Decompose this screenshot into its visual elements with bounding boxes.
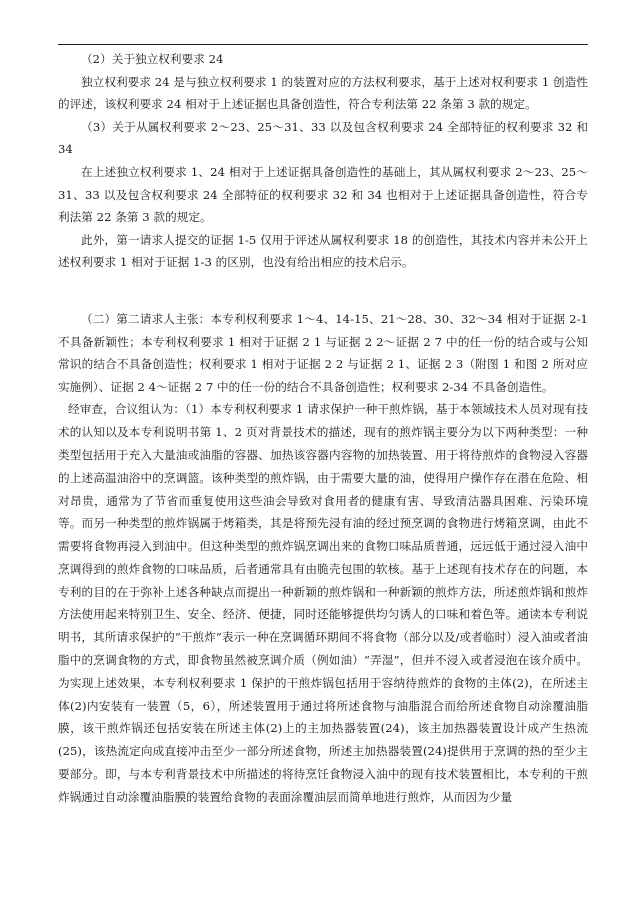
paragraph-examination: 经审查，合议组认为：（1）本专利权利要求 1 请求保护一种干煎炸锅，基于本领域技术人员对现有技术的认知以及本专利说明书第 1、2 页对背景技术的描述，现有的煎炸锅主要分为以下两种类型：一种类型包括用于充入大量油或油脂的容器、加热该容器内容物的加热装置、用于将待煎炸的食物浸入容器的上述高温油浴中的烹调篮。该种类型的煎炸锅，由于需要大量的油，使得用户操作存在潜在危险、相对昂贵，通常为了节省而重复使用这些油会导致对食用者的健康有害、导致清洁器具困难、污染环境等。而另一种类型的煎炸锅属于烤箱类，其是将预先浸有油的经过预烹调的食物进行烤箱烹调，由此不需要将食物再浸入到油中。但这种类型的煎炸锅烹调出来的食物口味品质普通，远远低于通过浸入油中烹调得到的煎炸食物的口味品质，后者通常具有由脆壳包围的软核。基于上述现有技术存在的问题，本专利的目的在于弥补上述各种缺点而提出一种新颖的煎炸锅和一种新颖的煎炸方法，所述煎炸锅和煎炸方法使用起来特别卫生、安全、经济、便捷，同时还能够提供均匀诱人的口味和着色等。通读本专利说明书，其所请求保护的“干煎炸”表示一种在烹调循环期间不将食物（部分以及/或者临时）浸入油或者油脂中的烹调食物的方式，即食物虽然被烹调介质（例如油）“弄湿”，但并不浸入或者浸泡在该介质中。为实现上述效果，本专利权利要求 1 保护的干煎炸锅包括用于容纳待煎炸的食物的主体(2)，在所述主体(2)内安装有一装置（5，6），所述装置用于通过将所述食物与油脂混合而给所述食物自动涂覆油脂膜，该干煎炸锅还包括安装在所述主体(2)上的主加热器装置(24)，该主加热器装置设计成产生热流(25)，该热流定向成直接冲击至少一部分所述食物，所述主加热器装置(24)提供用于烹调的热的至少主要部分。即，与本专利背景技术中所描述的将待烹饪食物浸入油中的现有技术装置相比，本专利的干煎炸锅通过自动涂覆油脂膜的装置给食物的表面涂覆油层而简单地进行煎炸，从而因为少量: [58, 402, 588, 804]
section-heading-2: （2）关于独立权利要求 24: [81, 52, 224, 66]
paragraph-independent-claim-24: 独立权利要求 24 是与独立权利要求 1 的装置对应的方法权利要求，基于上述对权利要求 1 创造性的评述，该权利要求 24 相对于上述证据也具备创造性，符合专利法第 22 条第 3 款的规定。: [58, 74, 588, 112]
section-heading-3: （3）关于从属权利要求 2～23、25～31、33 以及包含权利要求 24 全部特征的权利要求 32 和 34: [58, 119, 588, 157]
paragraph-second-requester: （二）第二请求人主张：本专利权利要求 1～4、14-15、21～28、30、32～34 相对于证据 2-1 不具备新颖性；本专利权利要求 1 相对于证据 2 1 与证据 2 2～证据 2 7 中的任一份的结合或与公知常识的结合不具备创造性；权利要求 1 相对于证据 2 2 与证据 2 1、证据 2 3（附图 1 和图 2 所对应实施例）、证据 2 4～证据 2 7 中的任一份的结合不具备创造性；权利要求 2-34 不具备创造性。: [58, 311, 588, 394]
paragraph-evidence-1-5: 此外，第一请求人提交的证据 1-5 仅用于评述从属权利要求 18 的创造性，其技术内容并未公开上述权利要求 1 相对于证据 1-3 的区别，也没有给出相应的技术启示。: [58, 232, 588, 270]
header-rule: [58, 44, 588, 45]
paragraph-dependent-claims: 在上述独立权利要求 1、24 相对于上述证据具备创造性的基础上，其从属权利要求 2～23、25～31、33 以及包含权利要求 24 全部特征的权利要求 32 和 34 也相对于上述证据具备创造性，符合专利法第 22 条第 3 款的规定。: [58, 164, 588, 225]
document-body: [58, 48, 588, 809]
